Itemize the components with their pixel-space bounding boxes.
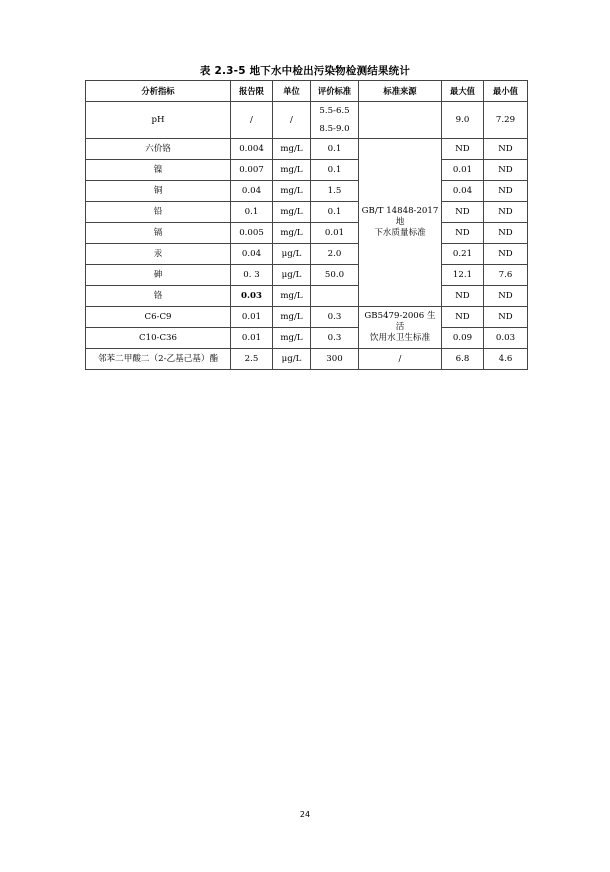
table-row <box>86 349 528 370</box>
cell-unit: mg/L <box>273 139 311 160</box>
cell-limit: 0.1 <box>231 202 273 223</box>
header-max: 最大值 <box>442 81 484 102</box>
table-caption: 表 2.3-5 地下水中检出污染物检测结果统计 <box>199 65 411 77</box>
cell-max: 6.8 <box>442 349 484 370</box>
source-groundwater-line-2: 下水质量标准 <box>374 228 426 238</box>
cell-max: 0.04 <box>442 181 484 202</box>
cell-limit: 0.004 <box>231 139 273 160</box>
cell-min: 0.03 <box>484 328 528 349</box>
header-source: 标准来源 <box>359 81 442 102</box>
cell-name: C10-C36 <box>86 328 231 349</box>
cell-standard <box>311 102 359 139</box>
cell-min: ND <box>484 202 528 223</box>
ph-standard-line-2: 8.5-9.0 <box>319 124 350 134</box>
cell-unit: / <box>273 102 311 139</box>
cell-name: 镍 <box>86 160 231 181</box>
cell-min: ND <box>484 307 528 328</box>
cell-name: 镉 <box>86 223 231 244</box>
cell-min: ND <box>484 223 528 244</box>
table-row <box>86 286 528 307</box>
cell-min: ND <box>484 181 528 202</box>
results-table <box>85 80 528 370</box>
source-drinking-cell <box>359 307 442 349</box>
cell-standard: 0.1 <box>311 202 359 223</box>
cell-limit: 0.01 <box>231 328 273 349</box>
cell-standard: 0.3 <box>311 307 359 328</box>
cell-unit: mg/L <box>273 181 311 202</box>
table-row <box>86 102 528 139</box>
table-row <box>86 160 528 181</box>
cell-max: 0.09 <box>442 328 484 349</box>
cell-limit: 2.5 <box>231 349 273 370</box>
cell-standard: 300 <box>311 349 359 370</box>
header-indicator: 分析指标 <box>86 81 231 102</box>
header-unit: 单位 <box>273 81 311 102</box>
cell-unit: μg/L <box>273 265 311 286</box>
cell-unit: mg/L <box>273 286 311 307</box>
cell-standard: 0.01 <box>311 223 359 244</box>
cell-name: 铬 <box>86 286 231 307</box>
cell-limit: 0.04 <box>231 244 273 265</box>
header-min: 最小值 <box>484 81 528 102</box>
cell-min: ND <box>484 286 528 307</box>
cell-limit: 0.005 <box>231 223 273 244</box>
cell-max: ND <box>442 139 484 160</box>
cell-name: pH <box>86 102 231 139</box>
cell-limit: / <box>231 102 273 139</box>
cell-max: 0.21 <box>442 244 484 265</box>
cell-standard: 0.3 <box>311 328 359 349</box>
cell-min: ND <box>484 160 528 181</box>
cell-max: 12.1 <box>442 265 484 286</box>
cell-min: 7.6 <box>484 265 528 286</box>
table-row <box>86 244 528 265</box>
cell-max: ND <box>442 286 484 307</box>
cell-unit: mg/L <box>273 328 311 349</box>
cell-min: ND <box>484 244 528 265</box>
source-drinking-line-1: GB5479-2006 生活 <box>364 311 436 332</box>
cell-limit: 0.03 <box>231 286 273 307</box>
cell-limit: 0.007 <box>231 160 273 181</box>
cell-limit: 0.01 <box>231 307 273 328</box>
cell-standard <box>311 286 359 307</box>
cell-standard: 0.1 <box>311 139 359 160</box>
cell-unit: μg/L <box>273 349 311 370</box>
source-groundwater-line-1: GB/T 14848-2017 地 <box>361 206 439 227</box>
table-row <box>86 181 528 202</box>
cell-name: 六价铬 <box>86 139 231 160</box>
cell-source: / <box>359 349 442 370</box>
table-row <box>86 328 528 349</box>
cell-name: 砷 <box>86 265 231 286</box>
cell-unit: mg/L <box>273 202 311 223</box>
cell-max: ND <box>442 223 484 244</box>
table-row <box>86 307 528 328</box>
cell-max: 9.0 <box>442 102 484 139</box>
cell-max: ND <box>442 202 484 223</box>
table-row <box>86 139 528 160</box>
cell-source <box>359 102 442 139</box>
cell-name: 邻苯二甲酸二（2-乙基己基）酯 <box>86 349 231 370</box>
cell-standard: 0.1 <box>311 160 359 181</box>
ph-standard-line-1: 5.5-6.5 <box>319 106 350 116</box>
cell-standard: 2.0 <box>311 244 359 265</box>
cell-name: 汞 <box>86 244 231 265</box>
cell-unit: μg/L <box>273 244 311 265</box>
cell-unit: mg/L <box>273 307 311 328</box>
source-drinking-line-2: 饮用水卫生标准 <box>369 333 431 343</box>
header-standard: 评价标准 <box>311 81 359 102</box>
table-row <box>86 223 528 244</box>
cell-limit: 0. 3 <box>231 265 273 286</box>
source-groundwater-cell <box>359 139 442 307</box>
cell-limit: 0.04 <box>231 181 273 202</box>
cell-standard: 50.0 <box>311 265 359 286</box>
header-report-limit: 报告限 <box>231 81 273 102</box>
page-number: 24 <box>299 810 311 819</box>
table-row <box>86 265 528 286</box>
cell-max: ND <box>442 307 484 328</box>
cell-min: ND <box>484 139 528 160</box>
cell-name: C6-C9 <box>86 307 231 328</box>
cell-min: 7.29 <box>484 102 528 139</box>
cell-unit: mg/L <box>273 160 311 181</box>
cell-max: 0.01 <box>442 160 484 181</box>
cell-name: 铅 <box>86 202 231 223</box>
cell-min: 4.6 <box>484 349 528 370</box>
header-row <box>86 81 528 102</box>
cell-standard: 1.5 <box>311 181 359 202</box>
table-row <box>86 202 528 223</box>
cell-name: 铜 <box>86 181 231 202</box>
cell-unit: mg/L <box>273 223 311 244</box>
